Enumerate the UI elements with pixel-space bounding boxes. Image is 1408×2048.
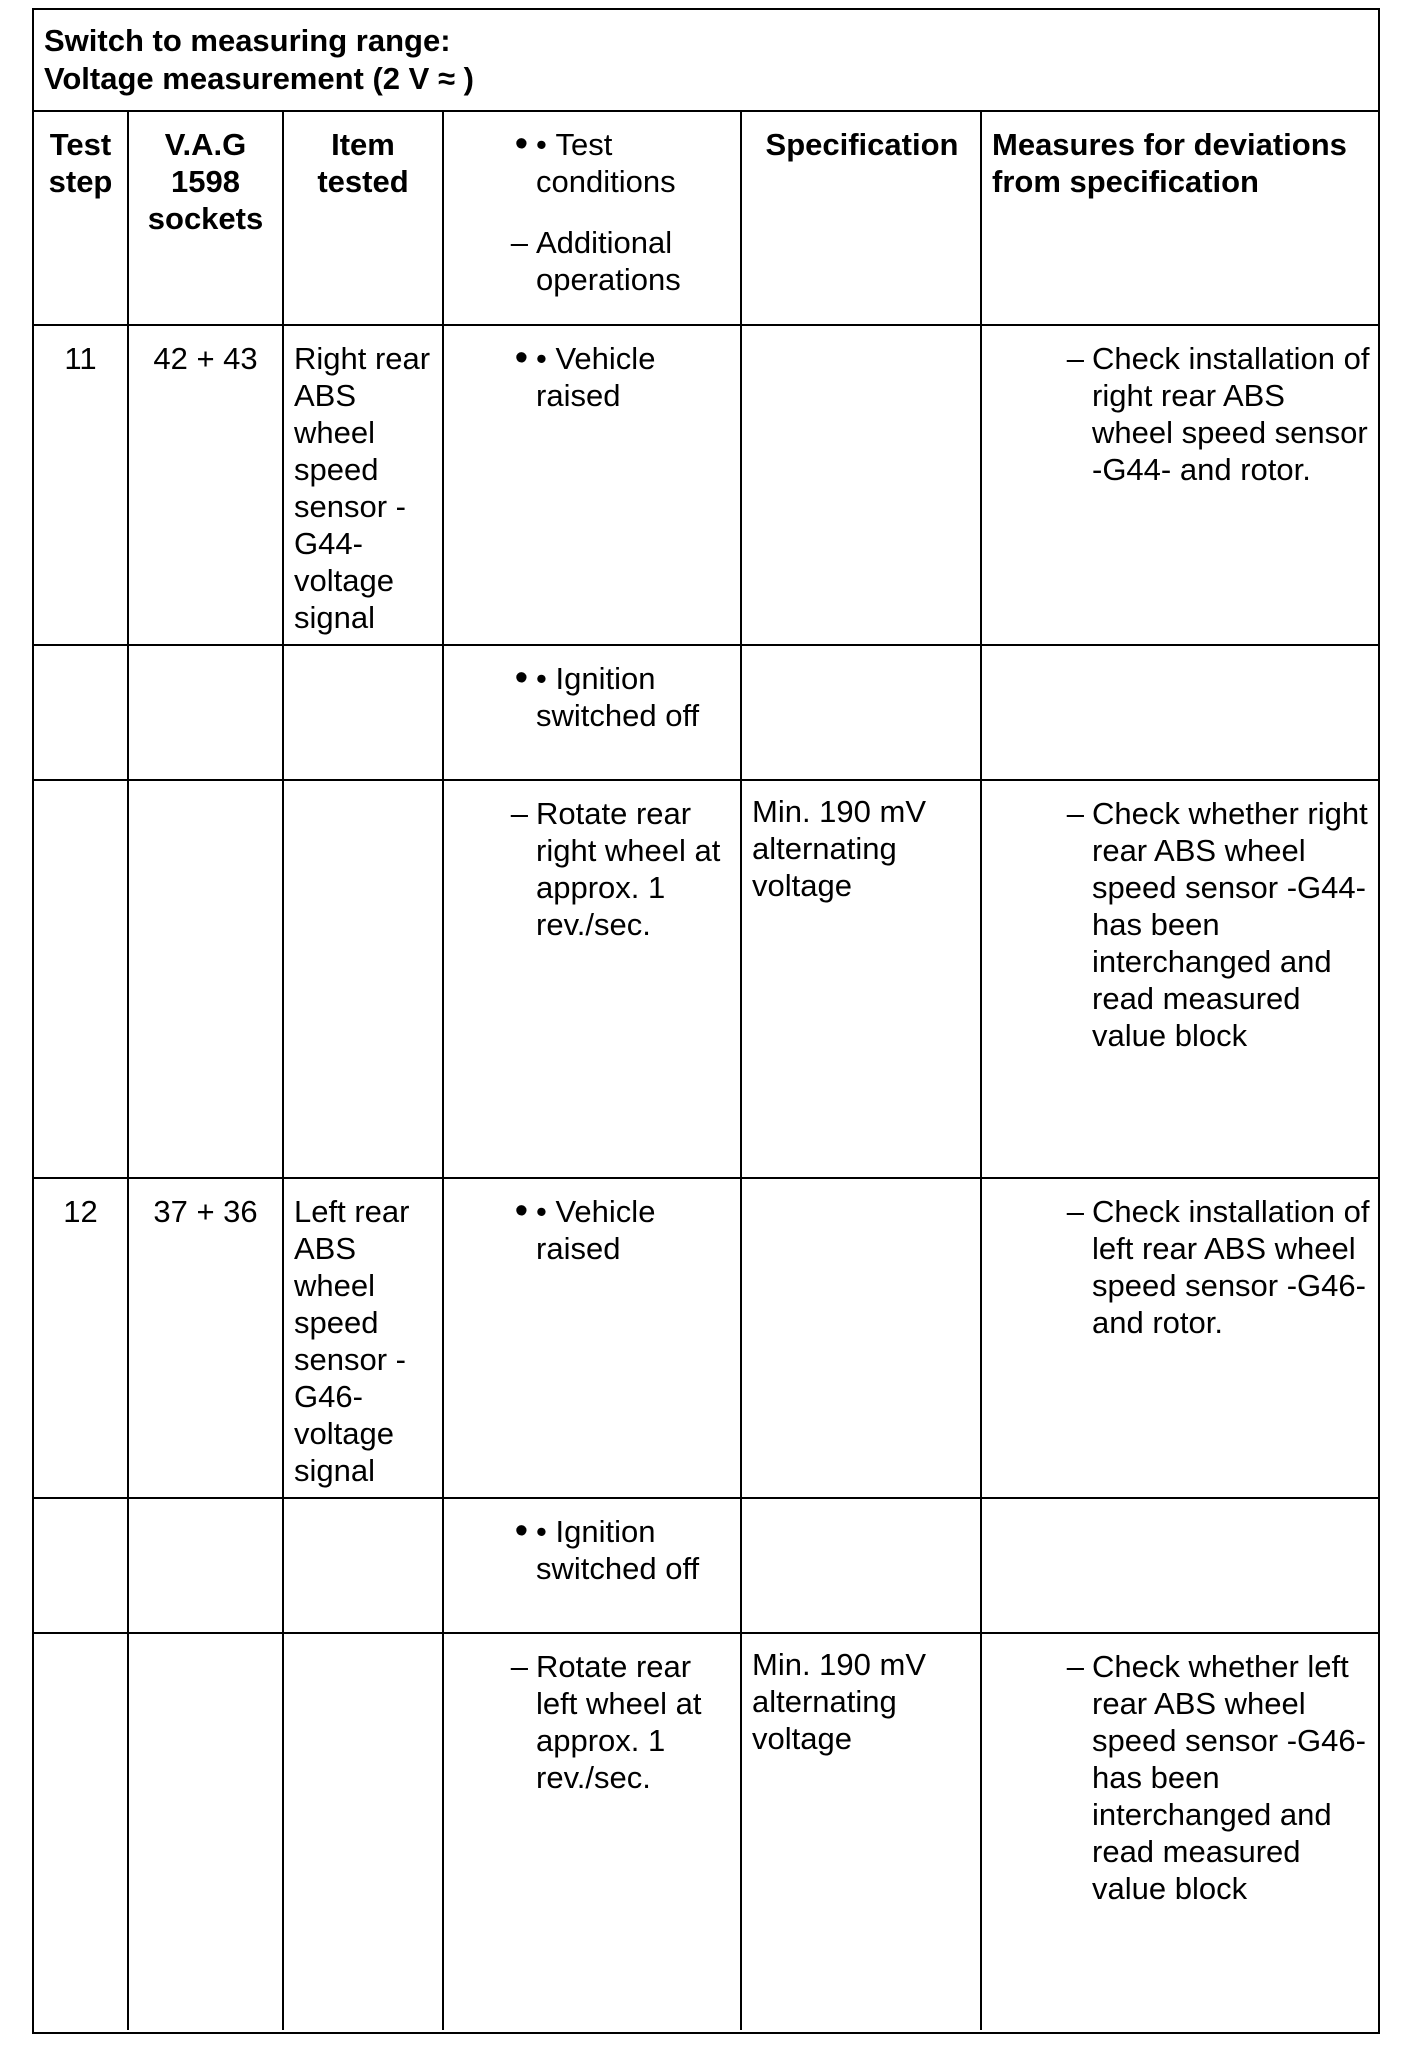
measure-text: Check installation of right rear ABS wheel speed sensor -G44- and rotor.: [1092, 341, 1370, 487]
banner-line-1: Switch to measuring range:: [44, 23, 451, 58]
test-step-cell: [34, 645, 128, 780]
test-step-cell: [34, 1498, 128, 1633]
test-steps-table: [34, 112, 1378, 2030]
table-row: [34, 645, 1378, 780]
measures-cell: [981, 325, 1378, 645]
table-row: [34, 1498, 1378, 1633]
conditions-cell: [443, 780, 741, 1178]
operation-text: Rotate rear right wheel at approx. 1 rev./sec.: [536, 796, 721, 942]
header-conditions-item: [454, 123, 732, 200]
conditions-cell: [443, 325, 741, 645]
condition-text: • Ignition switched off: [536, 661, 699, 733]
sockets-cell: [128, 780, 283, 1178]
item-tested-cell: [283, 645, 443, 780]
sockets-cell: [128, 645, 283, 780]
operation-item: [454, 795, 732, 943]
measure-text: Check whether right rear ABS wheel speed sensor -G44- has been interchanged and read measured value block: [1092, 796, 1368, 1053]
sockets-cell: [128, 1498, 283, 1633]
table-row: [34, 780, 1378, 1178]
specification-cell: [741, 645, 981, 780]
test-step-cell: 12: [34, 1178, 128, 1498]
measuring-range-banner: [34, 10, 1378, 112]
measure-item: [992, 1193, 1370, 1341]
header-conditions: • Test conditions: [536, 127, 676, 199]
test-step-cell: [34, 780, 128, 1178]
operation-text: Rotate rear left wheel at approx. 1 rev./sec.: [536, 1649, 702, 1795]
item-tested-cell: Right rear ABS wheel speed sensor -G44- voltage signal: [283, 325, 443, 645]
bullet-icon: •: [514, 337, 528, 379]
conditions-cell: [443, 645, 741, 780]
bullet-icon: •: [514, 1510, 528, 1552]
dash-icon: –: [1066, 1194, 1084, 1229]
bullet-icon: •: [514, 657, 528, 699]
specification-cell: Min. 190 mV alternating voltage: [741, 780, 981, 1178]
measures-cell: [981, 1498, 1378, 1633]
conditions-cell: [443, 1633, 741, 2030]
item-tested-cell: [283, 1498, 443, 1633]
measures-cell: [981, 645, 1378, 780]
condition-item: [454, 1190, 732, 1267]
header-item-tested: Item tested: [283, 112, 443, 325]
operation-item: [454, 1648, 732, 1796]
header-sockets: V.A.G 1598 sockets: [128, 112, 283, 325]
conditions-cell: [443, 1498, 741, 1633]
sockets-cell: 42 + 43: [128, 325, 283, 645]
measure-text: Check whether left rear ABS wheel speed sensor -G46- has been interchanged and read measured value block: [1092, 1649, 1366, 1906]
specification-cell: [741, 325, 981, 645]
table-header-row: [34, 112, 1378, 325]
table-row: [34, 325, 1378, 645]
condition-item: [454, 1510, 732, 1587]
test-step-cell: 11: [34, 325, 128, 645]
dash-icon: –: [1066, 1649, 1084, 1684]
dash-icon: –: [510, 796, 528, 831]
measure-item: [992, 340, 1370, 488]
test-step-cell: [34, 1633, 128, 2030]
condition-text: • Vehicle raised: [536, 341, 655, 413]
dash-icon: –: [1066, 341, 1084, 376]
banner-line-2: Voltage measurement (2 V ≈ ): [44, 61, 474, 96]
bullet-icon: •: [514, 123, 528, 165]
item-tested-cell: [283, 780, 443, 1178]
header-conditions-cell: [443, 112, 741, 325]
table-row: [34, 1633, 1378, 2030]
dash-icon: –: [1066, 796, 1084, 831]
condition-item: [454, 657, 732, 734]
conditions-cell: [443, 1178, 741, 1498]
measures-cell: [981, 780, 1378, 1178]
specification-cell: Min. 190 mV alternating voltage: [741, 1633, 981, 2030]
specification-cell: [741, 1498, 981, 1633]
condition-item: [454, 337, 732, 414]
dash-icon: –: [510, 225, 528, 260]
header-measures: Measures for deviations from specification: [981, 112, 1378, 325]
item-tested-cell: [283, 1633, 443, 2030]
header-operations: Additional operations: [536, 225, 681, 297]
sockets-cell: 37 + 36: [128, 1178, 283, 1498]
measure-item: [992, 1648, 1370, 1907]
test-table-sheet: [32, 8, 1380, 2034]
table-row: [34, 1178, 1378, 1498]
dash-icon: –: [510, 1649, 528, 1684]
measure-item: [992, 795, 1370, 1054]
condition-text: • Vehicle raised: [536, 1194, 655, 1266]
header-operations-item: [454, 224, 732, 298]
measures-cell: [981, 1633, 1378, 2030]
measure-text: Check installation of left rear ABS wheel speed sensor -G46- and rotor.: [1092, 1194, 1370, 1340]
item-tested-cell: Left rear ABS wheel speed sensor -G46- voltage signal: [283, 1178, 443, 1498]
sockets-cell: [128, 1633, 283, 2030]
measures-cell: [981, 1178, 1378, 1498]
header-test-step: Test step: [34, 112, 128, 325]
condition-text: • Ignition switched off: [536, 1514, 699, 1586]
header-specification: Specification: [741, 112, 981, 325]
bullet-icon: •: [514, 1190, 528, 1232]
specification-cell: [741, 1178, 981, 1498]
